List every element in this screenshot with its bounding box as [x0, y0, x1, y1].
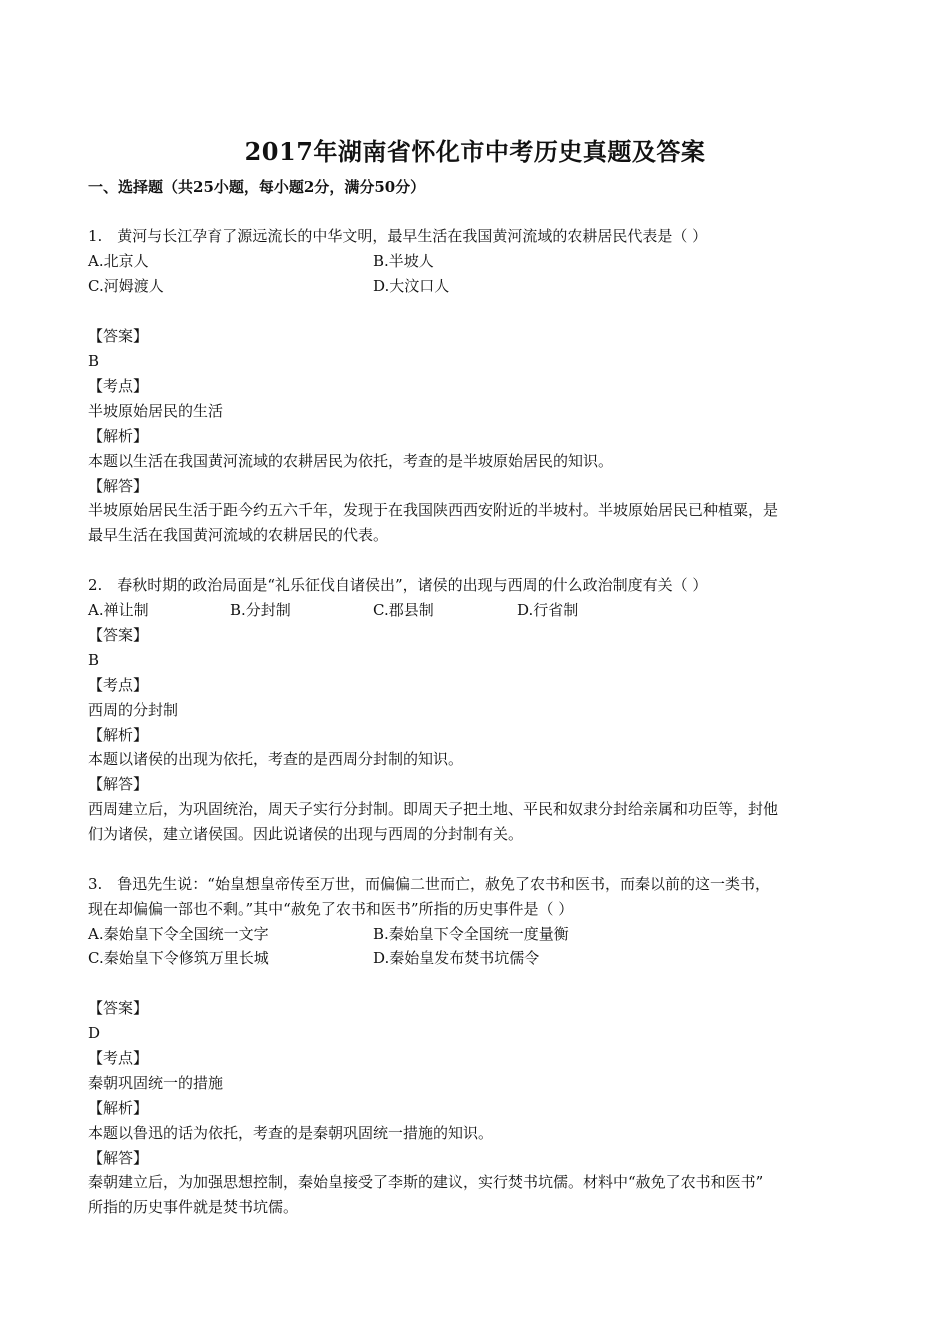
q2-option-d: D.行省制: [517, 601, 579, 619]
q2-analysis: 本题以诸侯的出现为依托，考查的是西周分封制的知识。: [88, 750, 464, 768]
q1-point: 半坡原始居民的生活: [88, 402, 224, 420]
q1-solution-line-1: 半坡原始居民生活于距今约五六千年，发现于在我国陕西西安附近的半坡村。半坡原始居民已种植粟，是: [88, 501, 779, 519]
q2-analysis-label: 【解析】: [88, 726, 149, 744]
q2-point: 西周的分封制: [88, 701, 179, 719]
q1-answer: B: [88, 352, 100, 370]
q3-analysis-label: 【解析】: [88, 1099, 149, 1117]
section-heading: 一、选择题（共25小题，每小题2分，满分50分）: [88, 178, 426, 196]
q3-stem-line-2: 现在却偏偏一部也不剩。”其中“赦免了农书和医书”所指的历史事件是（ ）: [88, 900, 574, 918]
q3-analysis: 本题以鲁迅的话为依托，考查的是秦朝巩固统一措施的知识。: [88, 1124, 494, 1142]
q2-solution-line-1: 西周建立后，为巩固统治，周天子实行分封制。即周天子把土地、平民和奴隶分封给亲属和功臣等，封他: [88, 800, 779, 818]
q1-stem: 1. 黄河与长江孕育了源远流长的中华文明，最早生活在我国黄河流域的农耕居民代表是（ ）: [88, 227, 708, 245]
q3-option-c: C.秦始皇下令修筑万里长城: [88, 949, 269, 967]
q1-option-b: B.半坡人: [373, 252, 434, 270]
q3-solution-label: 【解答】: [88, 1149, 149, 1167]
q2-stem: 2. 春秋时期的政治局面是“礼乐征伐自诸侯出”，诸侯的出现与西周的什么政治制度有关（ ）: [88, 576, 708, 594]
q3-stem-line-1: 3. 鲁迅先生说：“始皇想皇帝传至万世，而偏偏二世而亡，赦免了农书和医书，而秦以前的这一类书，: [88, 875, 770, 893]
q2-option-c: C.郡县制: [373, 601, 434, 619]
q2-answer: B: [88, 651, 100, 669]
q2-solution-label: 【解答】: [88, 775, 149, 793]
page-title: 2017年湖南省怀化市中考历史真题及答案: [244, 137, 706, 166]
q3-answer: D: [88, 1024, 101, 1042]
q1-solution-line-2: 最早生活在我国黄河流域的农耕居民的代表。: [88, 526, 389, 544]
q1-option-c: C.河姆渡人: [88, 277, 164, 295]
q1-solution-label: 【解答】: [88, 477, 149, 495]
q2-solution-line-2: 们为诸侯，建立诸侯国。因此说诸侯的出现与西周的分封制有关。: [88, 825, 524, 843]
q1-answer-label: 【答案】: [88, 327, 149, 345]
q3-point-label: 【考点】: [88, 1049, 149, 1067]
q2-option-b: B.分封制: [230, 601, 291, 619]
q3-answer-label: 【答案】: [88, 999, 149, 1017]
q3-solution-line-1: 秦朝建立后，为加强思想控制，秦始皇接受了李斯的建议，实行焚书坑儒。材料中“赦免了农书和医书”: [88, 1173, 764, 1191]
q1-option-a: A.北京人: [88, 252, 149, 270]
q1-option-d: D.大汶口人: [373, 277, 450, 295]
q3-point: 秦朝巩固统一的措施: [88, 1074, 224, 1092]
q2-option-a: A.禅让制: [88, 601, 149, 619]
q1-analysis-label: 【解析】: [88, 427, 149, 445]
q1-point-label: 【考点】: [88, 377, 149, 395]
q2-point-label: 【考点】: [88, 676, 149, 694]
q2-answer-label: 【答案】: [88, 626, 149, 644]
q3-option-b: B.秦始皇下令全国统一度量衡: [373, 925, 569, 943]
q3-solution-line-2: 所指的历史事件就是焚书坑儒。: [88, 1198, 299, 1216]
q3-option-a: A.秦始皇下令全国统一文字: [88, 925, 269, 943]
q3-option-d: D.秦始皇发布焚书坑儒令: [373, 949, 540, 967]
q1-analysis: 本题以生活在我国黄河流域的农耕居民为依托，考查的是半坡原始居民的知识。: [88, 452, 614, 470]
